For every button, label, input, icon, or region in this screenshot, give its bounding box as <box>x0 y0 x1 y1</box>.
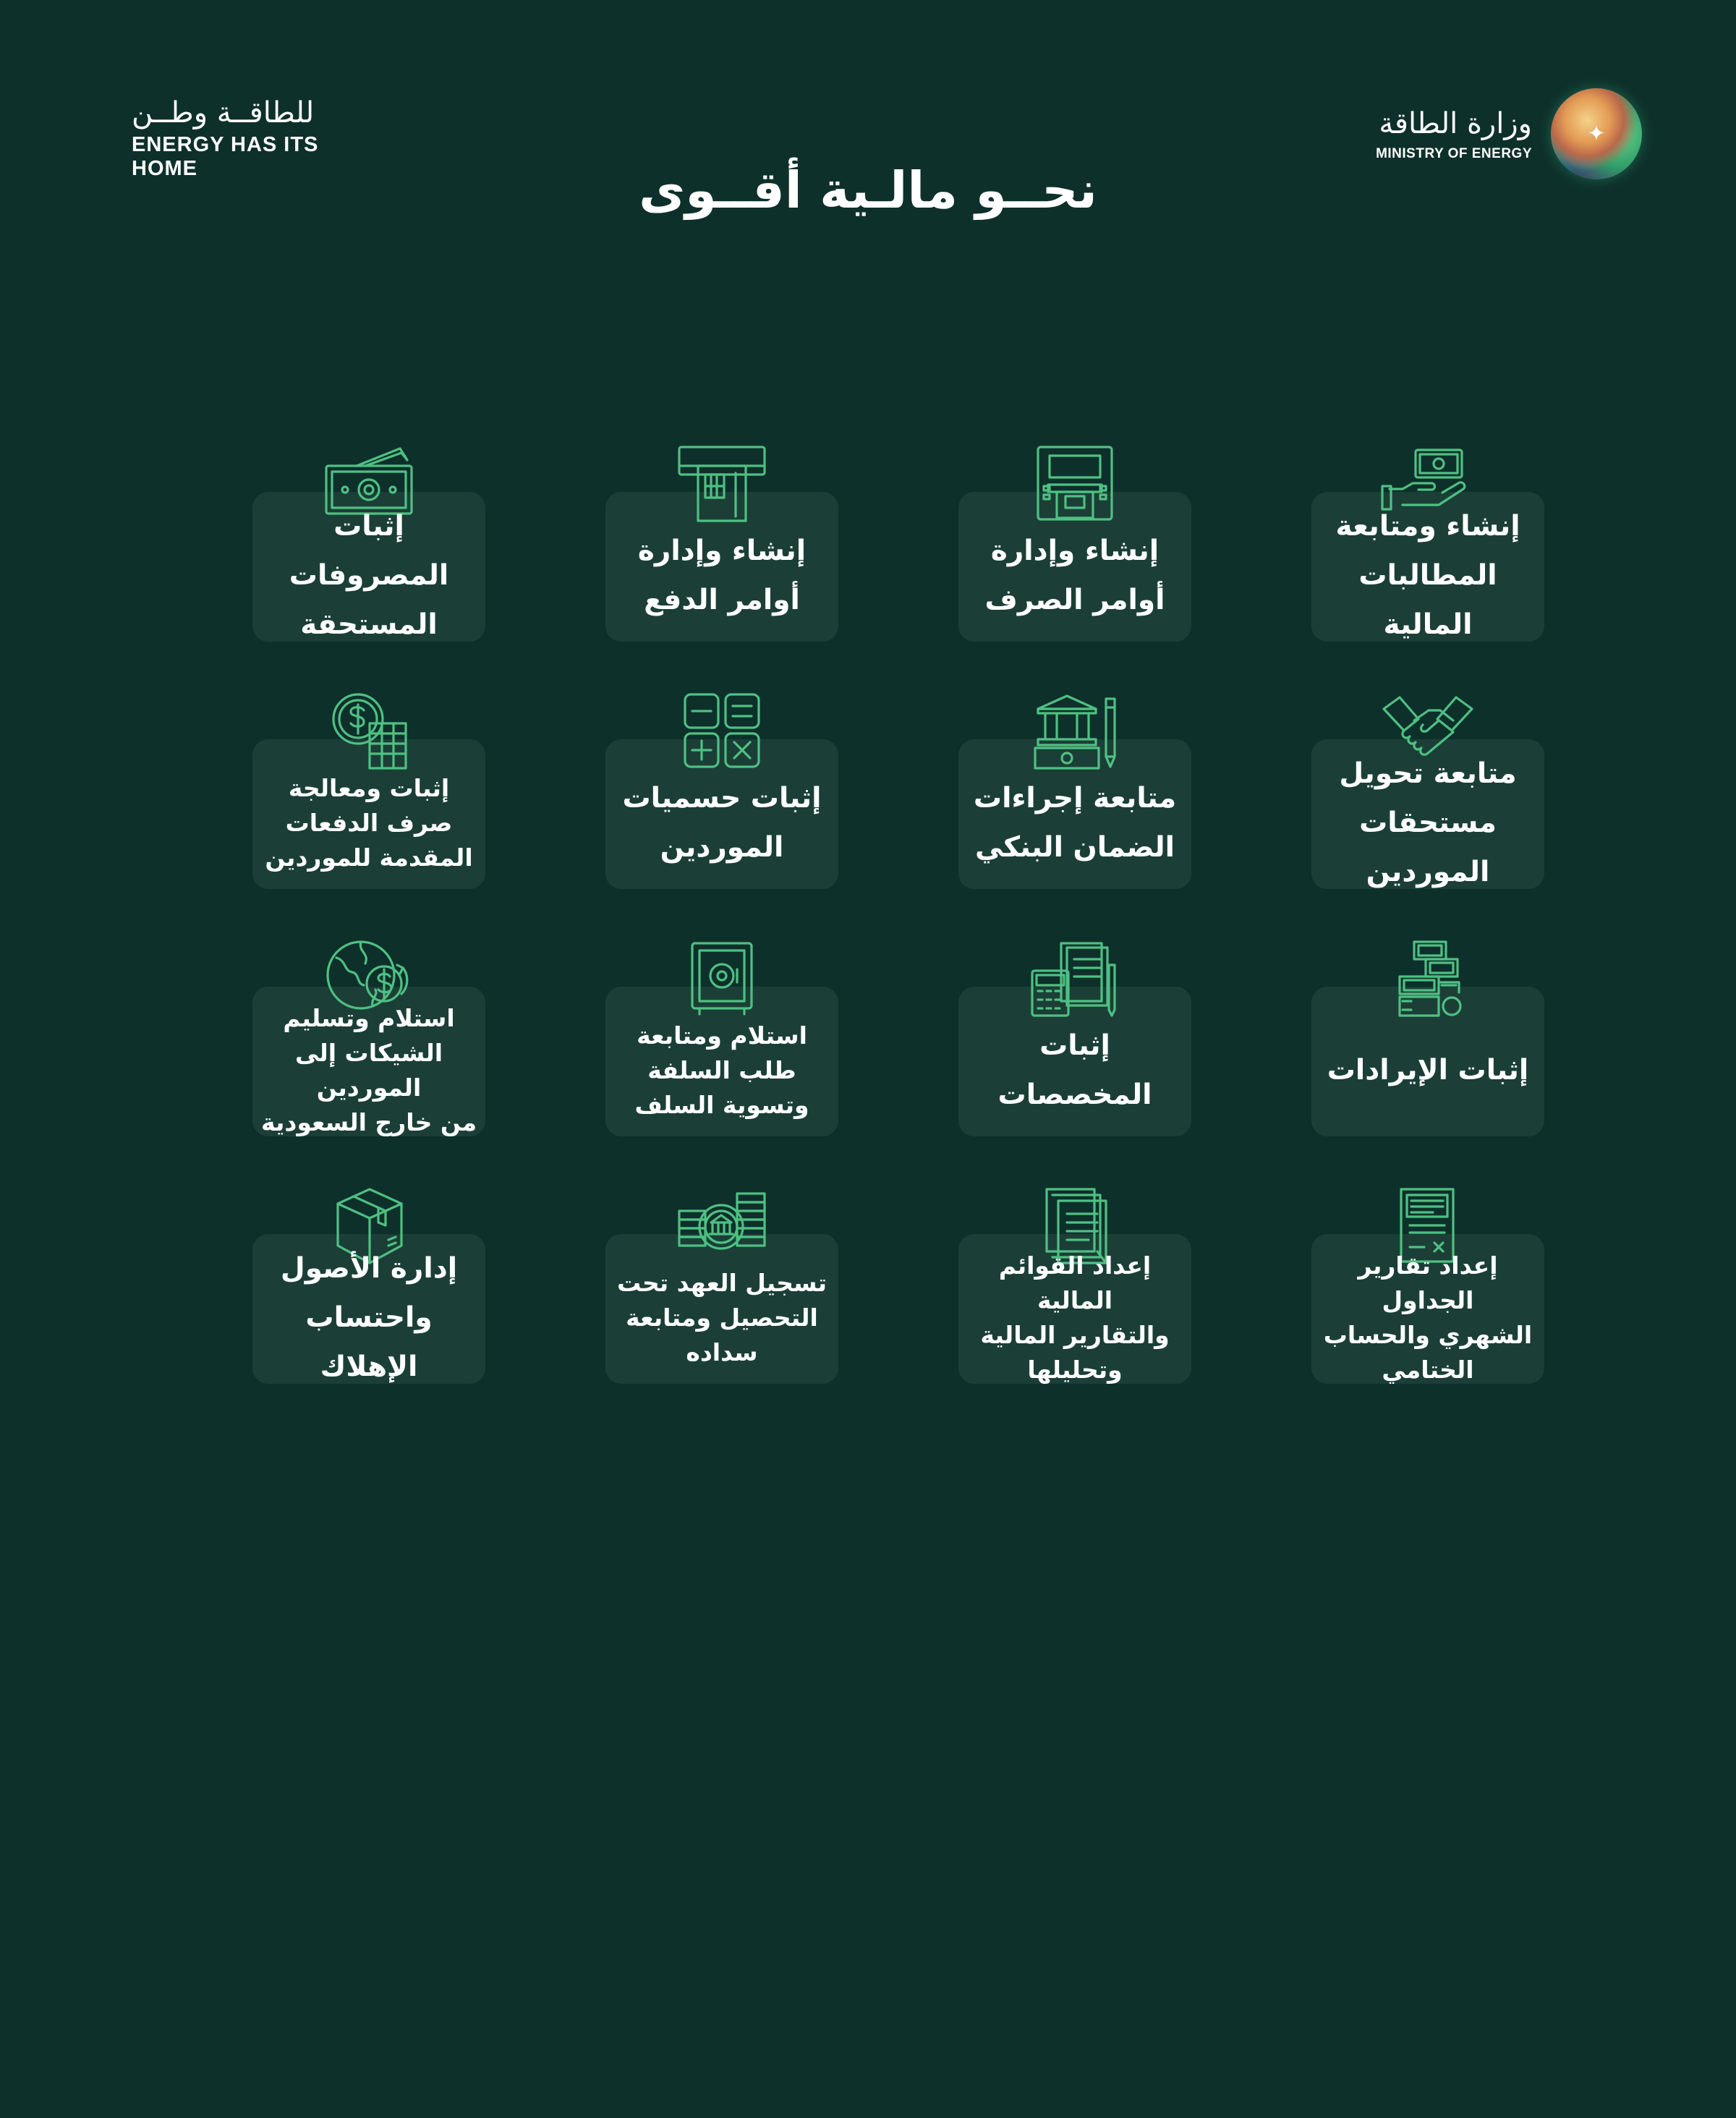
service-card <box>605 492 838 642</box>
left-brand-english: ENERGY HAS ITS HOME <box>132 133 319 180</box>
service-card <box>1311 987 1544 1136</box>
calculator-documents-icon <box>1028 939 1122 1018</box>
service-card <box>958 987 1191 1136</box>
ministry-name-english: MINISTRY OF ENERGY <box>1376 146 1532 161</box>
card-label: إثبات الإيرادات <box>1327 1053 1529 1086</box>
card-label: متابعة تحويل مستحقات الموردين <box>1339 757 1517 888</box>
card-label: إدارة الأصول واحتساب الإهلاك <box>280 1251 458 1383</box>
money-stacks-icon <box>1381 939 1475 1018</box>
card-label: إثبات المخصصات <box>997 1029 1152 1111</box>
service-card <box>1311 492 1544 642</box>
card-label: استلام ومتابعة طلب السلفة وتسوية السلف <box>634 1021 809 1119</box>
service-card <box>252 492 485 642</box>
service-card <box>605 987 838 1136</box>
service-card <box>252 1234 485 1384</box>
coin-calculator-icon <box>322 692 416 771</box>
card-label: إثبات المصروفات المستحقة <box>289 509 449 641</box>
card-slot-icon <box>675 444 769 524</box>
card-label: إنشاء وإدارة أوامر الصرف <box>984 534 1165 616</box>
bank-guarantee-icon <box>1028 692 1122 771</box>
coins-bank-icon <box>675 1186 769 1266</box>
card-label: إنشاء ومتابعة المطالبات المالية <box>1335 509 1520 641</box>
card-label: إثبات ومعالجة صرف الدفعات المقدمة للموردين <box>265 773 473 872</box>
card-label: متابعة إجراءات الضمان البنكي <box>973 781 1177 864</box>
card-label: استلام وتسليم الشيكات إلى الموردين من خارج السعودية <box>261 1003 477 1136</box>
left-brand-arabic: للطاقــة وطــن <box>132 96 315 129</box>
card-label: إعداد القوائم المالية والتقارير المالية وتحليلها <box>980 1251 1170 1384</box>
card-label: إنشاء وإدارة أوامر الدفع <box>637 534 807 616</box>
safe-icon <box>675 939 769 1018</box>
service-card <box>252 739 485 889</box>
service-card <box>958 492 1191 642</box>
service-card <box>958 1234 1191 1384</box>
service-card <box>605 739 838 889</box>
service-card <box>605 1234 838 1384</box>
calculator-keys-icon <box>675 692 769 771</box>
page-title: نحــو مالـية أقــوى <box>639 161 1097 220</box>
card-label: إثبات حسميات الموردين <box>622 781 822 864</box>
card-label: إعداد تقارير الجداول الشهري والحساب الختامي <box>1323 1251 1533 1384</box>
card-label: تسجيل العهد تحت التحصيل ومتابعة سداده <box>617 1268 827 1366</box>
ministry-orb-logo-icon: ✦ <box>1551 88 1642 179</box>
service-card <box>1311 1234 1544 1384</box>
service-card <box>252 987 485 1136</box>
service-card <box>1311 739 1544 889</box>
ministry-name-arabic: وزارة الطاقة <box>1379 107 1532 140</box>
atm-machine-icon <box>1028 444 1122 524</box>
service-card <box>958 739 1191 889</box>
